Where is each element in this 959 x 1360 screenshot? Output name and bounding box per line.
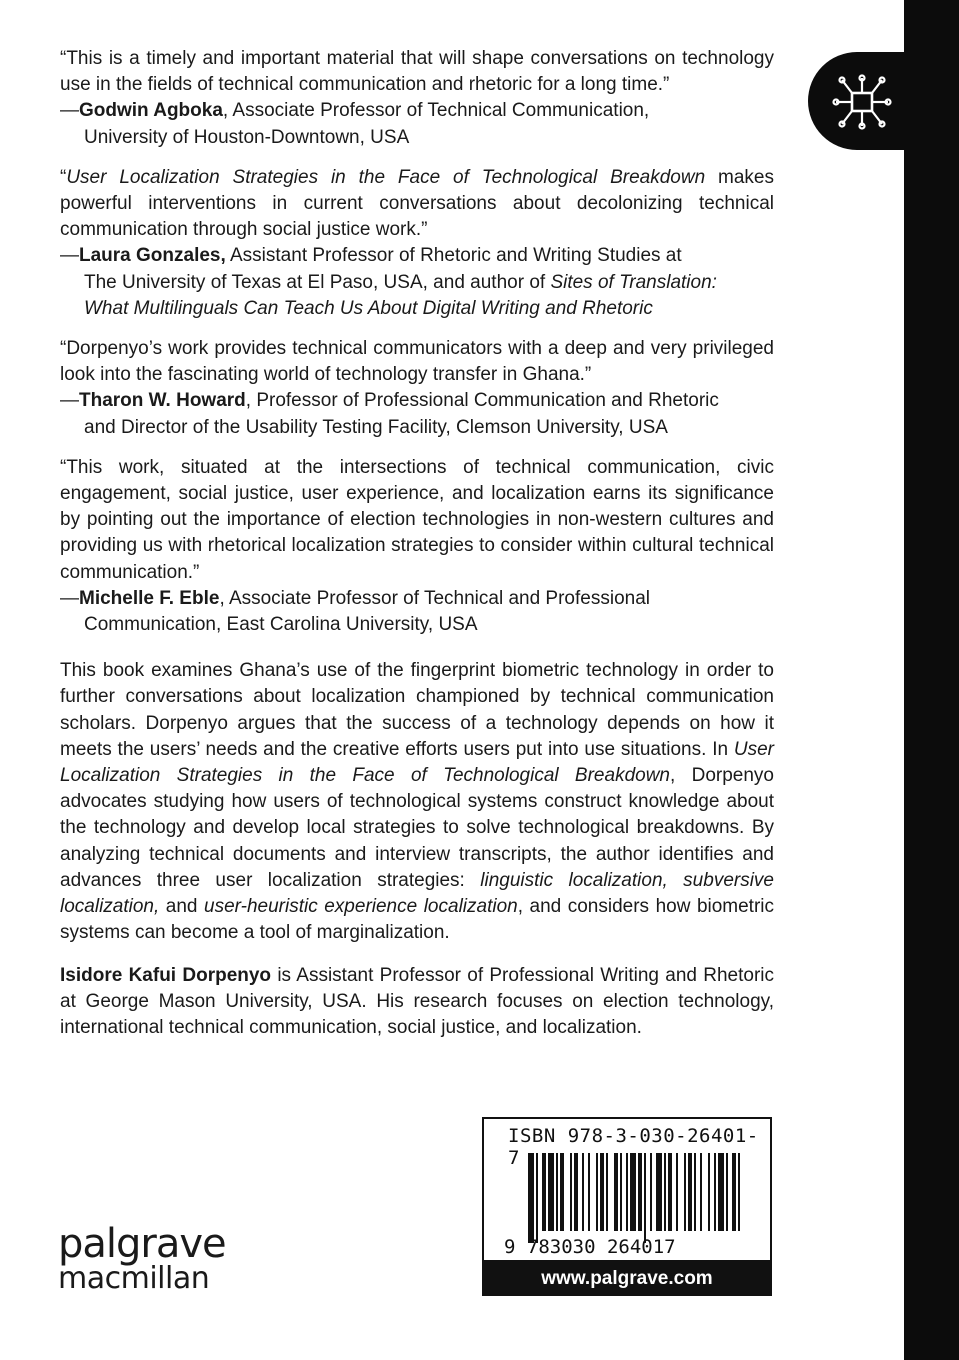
- affiliation-text: The University of Texas at El Paso, USA, and author of: [84, 271, 551, 293]
- publisher-name-line1: palgrave: [58, 1221, 226, 1267]
- endorsement-quote: [60, 336, 774, 441]
- endorsement-quote: [60, 165, 774, 322]
- description-text: and: [159, 896, 205, 918]
- barcode-bar: [688, 1153, 692, 1231]
- barcode-bar: [664, 1153, 666, 1231]
- description-paragraph: [60, 658, 774, 946]
- barcode-bar: [626, 1153, 628, 1231]
- quote-attribution: [60, 586, 774, 612]
- author-name: Isidore Kafui Dorpenyo: [60, 964, 272, 986]
- barcode-bar: [574, 1153, 578, 1231]
- barcode-bar: [650, 1153, 652, 1231]
- barcode-bar: [606, 1153, 608, 1231]
- publisher-url: www.palgrave.com: [482, 1262, 772, 1296]
- barcode-bar: [732, 1153, 736, 1231]
- quote-text: “This is a timely and important material that will shape conversations on technology use in the fields of technical communication and rhetoric for a long time.”: [60, 48, 774, 96]
- barcode-bar: [656, 1153, 662, 1231]
- barcode-bar: [738, 1153, 740, 1231]
- barcode-bar: [676, 1153, 678, 1231]
- open-quote: “: [60, 166, 67, 188]
- barcode-bar: [570, 1153, 572, 1231]
- barcode-bar: [700, 1153, 702, 1231]
- barcode-bar: [708, 1153, 710, 1231]
- barcode-bar: [630, 1153, 636, 1231]
- endorser-role: Assistant Professor of Rhetoric and Writing Studies at: [225, 245, 682, 267]
- endorser-name: Michelle F. Eble: [79, 587, 220, 609]
- isbn-barcode-box: [482, 1117, 772, 1262]
- endorsement-quote: [60, 455, 774, 638]
- endorser-role: , Associate Professor of Technical Communication,: [222, 100, 650, 122]
- barcode-bar: [694, 1153, 696, 1231]
- publisher-wordmark: [58, 1221, 238, 1296]
- barcode-bar: [542, 1153, 546, 1231]
- description-text: , Dorpenyo advocates studying how users of technological systems construct knowledge about the technology and develop local strategies to solve technological breakdowns. By analyzing technical documents and interview transcripts, the author identifies and advances three user localization strategies:: [60, 765, 774, 891]
- barcode-bar: [588, 1153, 590, 1231]
- endorser-book-title-cont: [60, 296, 774, 322]
- description-text: , and considers how biometric systems can become a tool of marginalization.: [60, 896, 775, 944]
- barcode-bar: [620, 1153, 622, 1231]
- endorser-affiliation: Communication, East Carolina University, USA: [84, 614, 478, 636]
- barcode-bar: [582, 1153, 584, 1231]
- barcode-bar: [668, 1153, 672, 1231]
- book-description: [60, 658, 774, 946]
- quote-text: [60, 165, 774, 244]
- barcode-bar: [726, 1153, 728, 1231]
- description-text: This book examines Ghana’s use of the fingerprint biometric technology in order to further conversations about localization championed by technical communication scholars. Dorpenyo argues that the success of a technology depends on how it meets the users’ needs and the creative efforts users put into use situations. In: [60, 660, 774, 760]
- em-dash: —: [60, 245, 79, 267]
- back-cover-text: [60, 46, 774, 1055]
- barcode: [484, 1119, 770, 1260]
- author-bio-text: is Assistant Professor of Professional Writing and Rhetoric at George Mason University, USA. His research focuses on election technology, international technical communication, social justice, and localization.: [60, 964, 775, 1038]
- book-title: User Localization Strategies in the Face of Technological Breakdown: [66, 166, 706, 188]
- quote-body: makes powerful interventions in current conversations about decolonizing technical communication through social justice work.”: [60, 166, 774, 241]
- barcode-bar: [614, 1153, 618, 1231]
- quote-text: “Dorpenyo’s work provides technical communicators with a deep and very privileged look into the fascinating world of technology transfer in Ghana.”: [60, 338, 774, 386]
- endorser-role: , Professor of Professional Communication and Rhetoric: [245, 390, 719, 412]
- em-dash: —: [60, 390, 79, 412]
- endorser-name: Tharon W. Howard: [79, 390, 246, 412]
- endorser-affiliation: and Director of the Usability Testing Facility, Clemson University, USA: [84, 416, 668, 438]
- publisher-name-line2: macmillan: [58, 1261, 210, 1296]
- author-bio: [60, 963, 774, 1042]
- endorser-affiliation: University of Houston-Downtown, USA: [84, 126, 410, 148]
- barcode-bar: [548, 1153, 554, 1231]
- endorsement-quote: [60, 46, 774, 151]
- endorser-affiliation: [60, 270, 774, 296]
- quote-attribution: [60, 388, 774, 414]
- em-dash: —: [60, 587, 79, 609]
- barcode-bar: [714, 1153, 716, 1231]
- endorser-role: , Associate Professor of Technical and Professional: [219, 587, 650, 609]
- barcode-bar: [644, 1153, 646, 1243]
- barcode-digits: 9 783030 264017: [504, 1236, 676, 1258]
- quote-text: “This work, situated at the intersections of technical communication, civic engagement, social justice, user experience, and localization earns its significance by pointing out the importance of election technologies in non-western cultures and providing us with rhetorical localization strategies to consider within cultural technical communication.”: [60, 456, 774, 583]
- barcode-bar: [560, 1153, 564, 1231]
- author-bio-paragraph: [60, 963, 774, 1042]
- barcode-bar: [536, 1153, 538, 1243]
- endorser-name: Laura Gonzales,: [79, 245, 226, 267]
- endorser-book-title: Sites of Translation:: [550, 271, 717, 293]
- barcode-bar: [528, 1153, 534, 1243]
- palgrave-network-icon: [822, 66, 902, 138]
- barcode-bar: [718, 1153, 724, 1231]
- publisher-logo-tab: [808, 52, 959, 150]
- barcode-bar: [600, 1153, 604, 1231]
- endorser-book-subtitle: What Multilinguals Can Teach Us About Digital Writing and Rhetoric: [84, 297, 653, 319]
- strategy-name: user-heuristic experience localization: [204, 896, 518, 918]
- em-dash: —: [60, 100, 79, 122]
- barcode-bar: [638, 1153, 642, 1231]
- endorser-name: Godwin Agboka: [79, 100, 223, 122]
- barcode-bar: [596, 1153, 598, 1231]
- book-spine: [904, 0, 959, 1360]
- strategy-names: linguistic localization, subversive localization,: [60, 869, 775, 918]
- barcode-bar: [556, 1153, 558, 1231]
- quote-attribution: [60, 243, 774, 269]
- quote-attribution: [60, 98, 774, 124]
- isbn-label: ISBN 978-3-030-26401-7: [508, 1125, 759, 1169]
- barcode-bar: [684, 1153, 686, 1231]
- book-title: User Localization Strategies in the Face of Technological Breakdown: [60, 738, 774, 787]
